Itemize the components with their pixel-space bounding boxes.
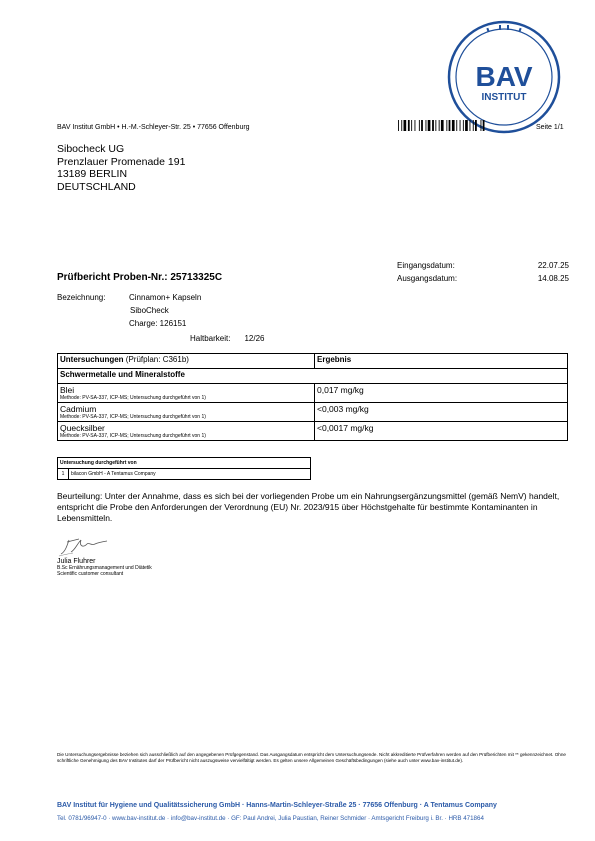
sample-description xyxy=(57,291,201,330)
shelf-life xyxy=(190,334,265,343)
result-header-label: Ergebnis xyxy=(317,355,352,364)
parameter-name: Cadmium xyxy=(60,404,97,414)
lab-number: 1 xyxy=(58,469,69,480)
recipient-line: 13189 BERLIN xyxy=(57,168,128,180)
result-header xyxy=(315,354,568,369)
results-header-row xyxy=(58,354,568,369)
analyses-header xyxy=(58,354,315,369)
recipient-line: Prenzlauer Promenade 191 xyxy=(57,155,186,168)
recipient-address xyxy=(57,143,185,193)
shelf-life-value: 12/26 xyxy=(244,334,265,343)
parameter-name: Blei xyxy=(60,385,75,395)
lab-row xyxy=(58,469,311,480)
lab-header: Untersuchung durchgeführt von xyxy=(60,460,137,466)
parameter-method: Methode: PV-SA-337, ICP-MS; Untersuchung durchgeführt von 1) xyxy=(60,395,206,401)
bav-institut-logo xyxy=(447,20,561,134)
logo-text-institut: INSTITUT xyxy=(481,92,527,103)
lab-table xyxy=(57,457,311,480)
footer-contact-line: Tel. 0781/96947-0 · www.bav-institut.de · info@bav-institut.de · GF: Paul Andrei, Julia Paustian, Reiner Schmider · Amtsgericht Freiburg i. Br. · HRB 471864 xyxy=(57,815,484,822)
designation-label: Bezeichnung: xyxy=(57,293,106,302)
received-date-label: Eingangsdatum: xyxy=(397,261,455,270)
signer-role: Scientific customer consultant xyxy=(57,571,124,577)
parameter-name: Quecksilber xyxy=(60,423,105,433)
lab-name: bilacon GmbH - A Tentamus Company xyxy=(69,469,311,480)
signer-title: B.Sc Ernährungsmanagement und Diätetik xyxy=(57,565,152,571)
shelf-life-label: Haltbarkeit: xyxy=(190,334,231,343)
result-value: <0,0017 mg/kg xyxy=(315,422,568,441)
table-row xyxy=(58,403,568,422)
lab-header-row xyxy=(58,458,311,469)
test-plan: (Prüfplan: C361b) xyxy=(125,355,189,364)
signature xyxy=(57,532,127,558)
sender-address: BAV Institut GmbH • H.-M.-Schleyer-Str. 25 • 77656 Offenburg xyxy=(57,124,250,131)
disclaimer-footnote: Die Untersuchungsergebnisse beziehen sich ausschließlich auf den angegebenen Prüfgegenstand. Das Ausgangsdatum entspricht dem Untersuchungsende. Nicht akkreditierte Prüfverfahren werden auf den Prüfberichten mit ** gekennzeichnet. Ohne schriftliche Genehmigung des BAV Institutes darf der Prüfbericht nicht auszugsweise vervielfältigt werden. Es gelten unsere Allgemeinen Geschäftsbedingungen (siehe auch unter www.bav-institut.de). xyxy=(57,752,566,763)
table-row xyxy=(58,422,568,441)
designation-value: Cinnamon+ Kapseln xyxy=(129,293,202,302)
result-value: <0,003 mg/kg xyxy=(315,403,568,422)
results-table xyxy=(57,353,568,441)
table-row xyxy=(58,384,568,403)
dates-block xyxy=(397,259,569,285)
recipient-line: Sibocheck UG xyxy=(57,143,125,155)
parameter-method: Methode: PV-SA-337, ICP-MS; Untersuchung durchgeführt von 1) xyxy=(60,433,206,439)
report-title: Prüfbericht Proben-Nr.: 25713325C xyxy=(57,272,223,283)
footer-company-line: BAV Institut für Hygiene und Qualitätssicherung GmbH · Hanns-Martin-Schleyer-Straße 25 · 77656 Offenburg · A Tentamus Company xyxy=(57,802,497,809)
batch-number: Charge: 126151 xyxy=(129,319,187,328)
parameter-method: Methode: PV-SA-337, ICP-MS; Untersuchung durchgeführt von 1) xyxy=(60,414,206,420)
signer-block xyxy=(57,559,152,577)
result-value: 0,017 mg/kg xyxy=(315,384,568,403)
section-row xyxy=(58,369,568,384)
barcode xyxy=(398,120,516,131)
signer-name: Julia Fluhrer xyxy=(57,558,96,565)
page-number: Seite 1/1 xyxy=(536,124,564,131)
received-date-value: 22.07.25 xyxy=(537,261,569,270)
issued-date-label: Ausgangsdatum: xyxy=(397,274,458,283)
logo-text-bav: BAV xyxy=(475,61,533,92)
designation-value-2: SiboCheck xyxy=(130,306,169,315)
issued-date-value: 14.08.25 xyxy=(537,274,569,283)
recipient-line: DEUTSCHLAND xyxy=(57,180,136,193)
assessment-text: Beurteilung: Unter der Annahme, dass es sich bei der vorliegenden Probe um ein Nahrungsergänzungsmittel (gemäß NemV) handelt, entspricht die Probe den Anforderungen der Verordnung (EU) Nr. 2023/915 über Höchstgehalte für bestimmte Kontaminanten in Lebensmitteln. xyxy=(57,491,560,523)
analyses-header-label: Untersuchungen xyxy=(60,355,124,364)
section-heading: Schwermetalle und Mineralstoffe xyxy=(58,369,568,384)
